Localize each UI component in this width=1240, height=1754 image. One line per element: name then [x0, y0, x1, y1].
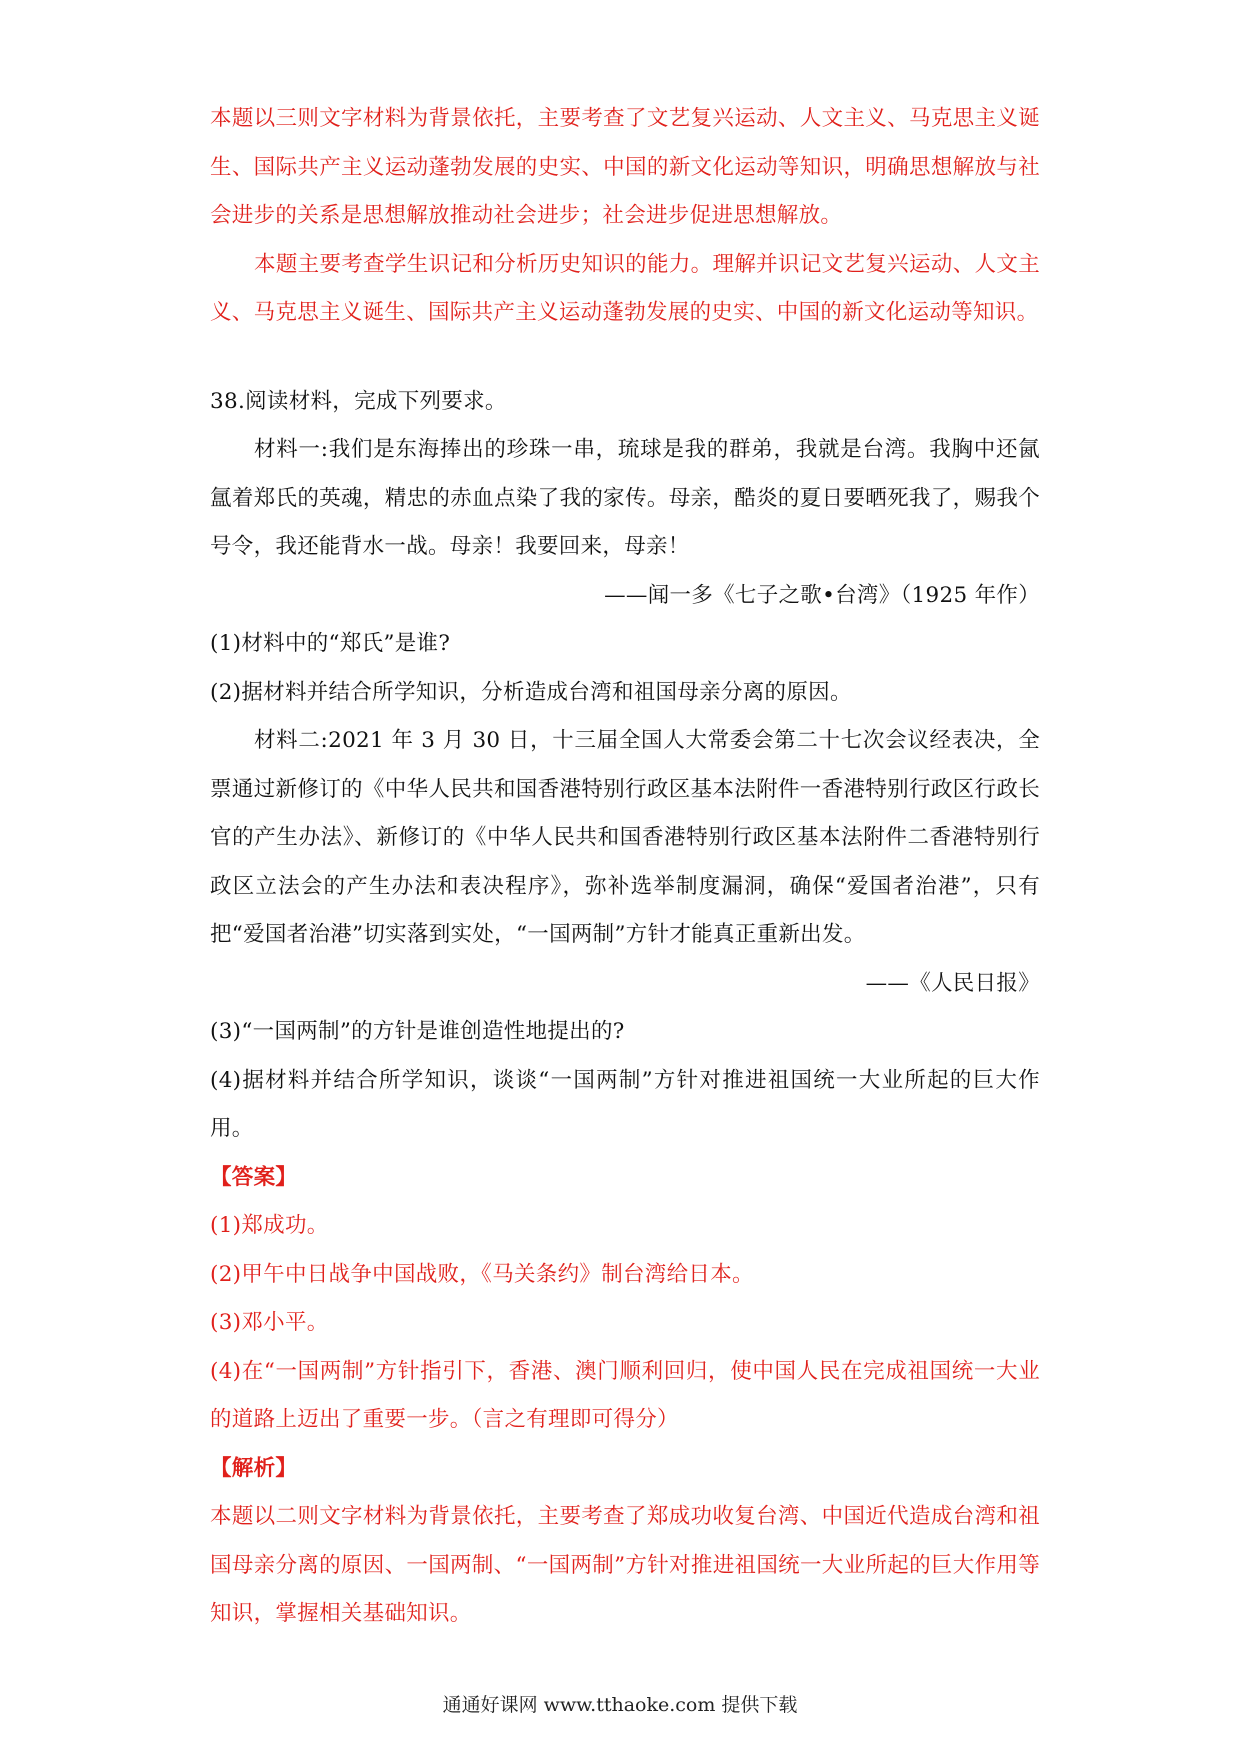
- analysis-prev-paragraph-2: 本题主要考查学生识记和分析历史知识的能力。理解并识记文艺复兴运动、人文主义、马克思主义诞生、国际共产主义运动蓬勃发展的史实、中国的新文化运动等知识。: [210, 251, 1040, 325]
- page-footer: 通通好课网 www.tthaoke.com 提供下载: [442, 1694, 798, 1716]
- question-stem: 38.阅读材料，完成下列要求。: [210, 388, 507, 414]
- sub-question-1: (1)材料中的“郑氏”是谁?: [210, 631, 451, 656]
- material-2: 材料二:2021 年 3 月 30 日，十三届全国人大常委会第二十七次会议经表决，全票通过新修订的《中华人民共和国香港特别行政区基本法附件一香港特别行政区行政长官的产生办法》、新修订的《中华人民共和国香港特别行政区基本法附件二香港特别行政区立法会的产生办法和表决程序》，弥补选举制度漏洞，确保“爱国者治港”，只有把“爱国者治港”切实落到实处，“一国两制”方针才能真正重新出发。: [210, 728, 1040, 947]
- answer-heading: 【答案】: [210, 1164, 298, 1190]
- sub-question-2: (2)据材料并结合所学知识，分析造成台湾和祖国母亲分离的原因。: [210, 679, 852, 705]
- analysis-heading: 【解析】: [210, 1455, 298, 1481]
- analysis-text: 本题以二则文字材料为背景依托，主要考查了郑成功收复台湾、中国近代造成台湾和祖国母亲分离的原因、一国两制、“一国两制”方针对推进祖国统一大业所起的巨大作用等知识，掌握相关基础知识。: [210, 1504, 1040, 1626]
- answer-4: (4)在“一国两制”方针指引下，香港、澳门顺利回归，使中国人民在完成祖国统一大业的道路上迈出了重要一步。（言之有理即可得分）: [210, 1358, 1040, 1432]
- document-body: [210, 95, 1040, 1639]
- sub-question-4: (4)据材料并结合所学知识，谈谈“一国两制”方针对推进祖国统一大业所起的巨大作用。: [210, 1067, 1040, 1141]
- spacer: [210, 338, 1040, 378]
- material-1-source: ——闻一多《七子之歌•台湾》（1925 年作）: [604, 582, 1040, 608]
- answer-2: (2)甲午中日战争中国战败，《马关条约》制台湾给日本。: [210, 1261, 754, 1287]
- material-2-source: ——《人民日报》: [865, 970, 1040, 996]
- answer-3: (3)邓小平。: [210, 1310, 329, 1335]
- analysis-prev-paragraph: 本题以三则文字材料为背景依托，主要考查了文艺复兴运动、人文主义、马克思主义诞生、国际共产主义运动蓬勃发展的史实、中国的新文化运动等知识，明确思想解放与社会进步的关系是思想解放推动社会进步；社会进步促进思想解放。: [210, 106, 1040, 228]
- material-1: 材料一:我们是东海捧出的珍珠一串，琉球是我的群弟，我就是台湾。我胸中还氤氲着郑氏的英魂，精忠的赤血点染了我的家传。母亲，酷炎的夏日要晒死我了，赐我个号令，我还能背水一战。母亲！我要回来，母亲！: [210, 437, 1040, 559]
- answer-1: (1)郑成功。: [210, 1213, 329, 1238]
- sub-question-3: (3)“一国两制”的方针是谁创造性地提出的?: [210, 1019, 625, 1044]
